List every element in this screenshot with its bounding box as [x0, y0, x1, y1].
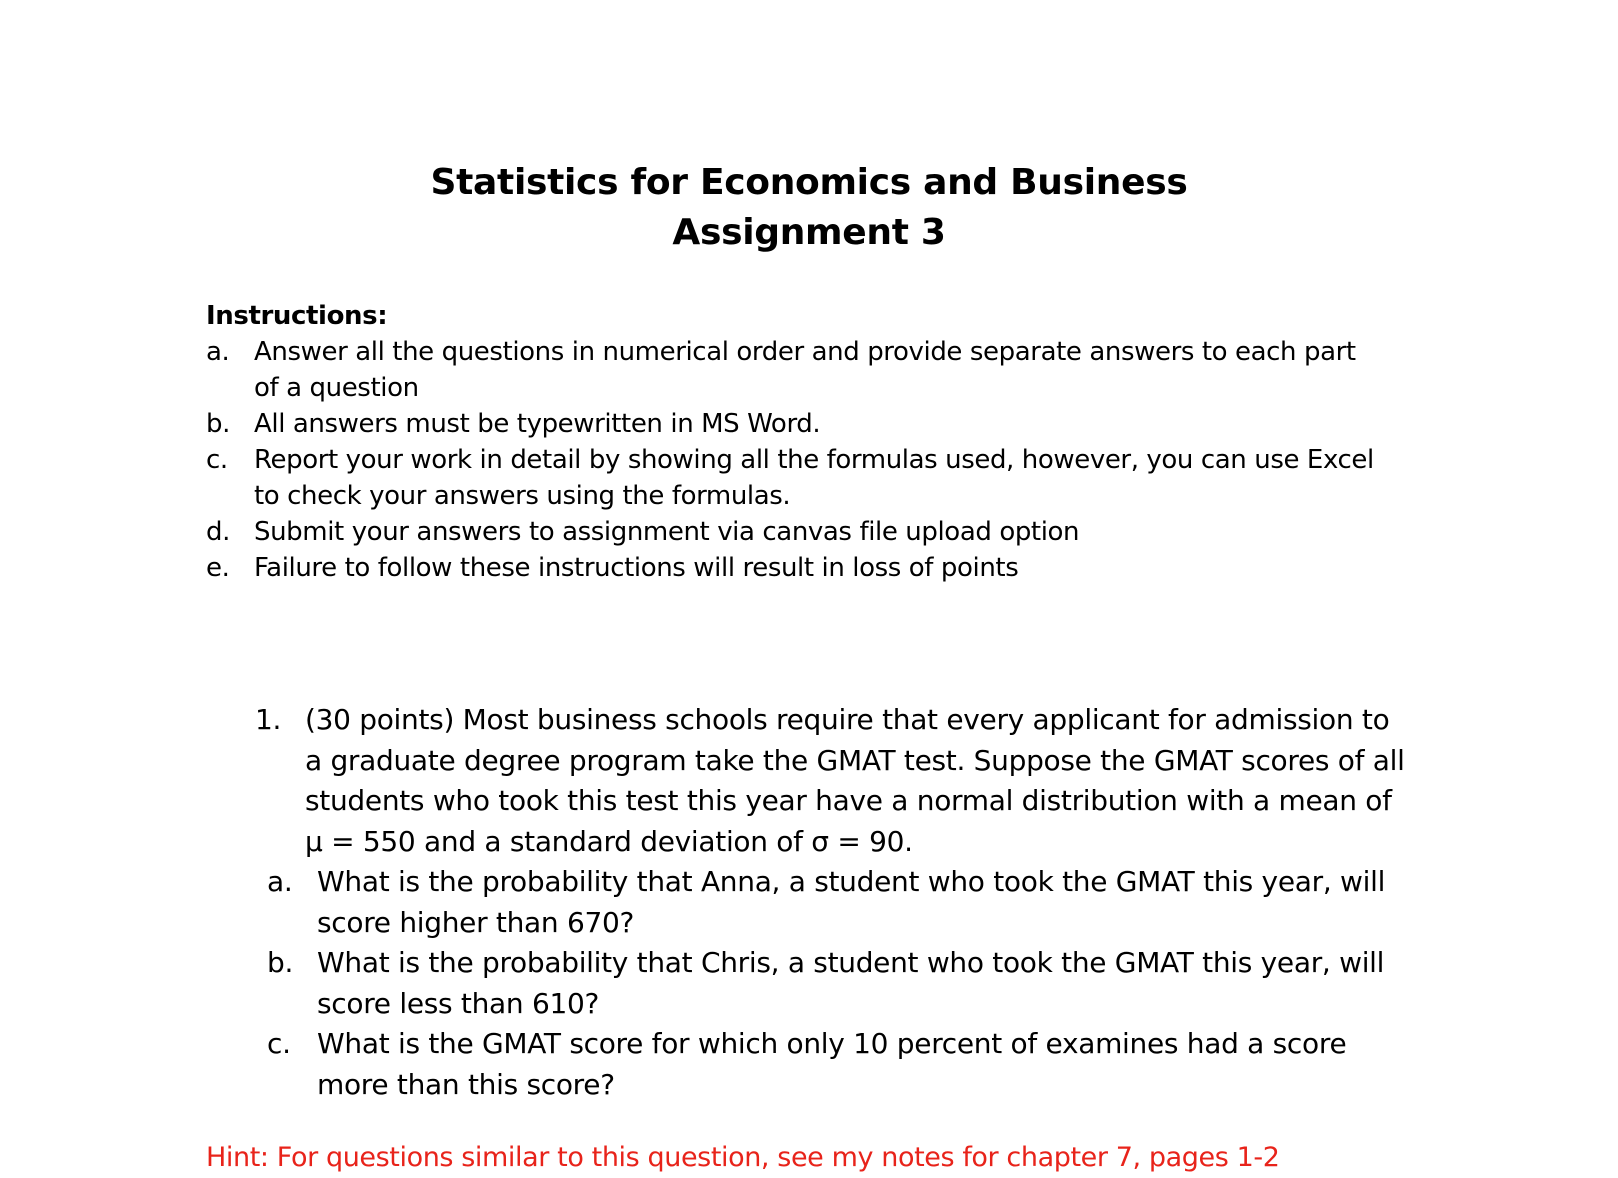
instruction-item: [206, 442, 1376, 514]
question-part-b: [267, 943, 1405, 1024]
instruction-marker: b.: [206, 409, 230, 439]
hint-text: Hint: For questions similar to this question, see my notes for chapter 7, pages 1-2: [206, 1142, 1280, 1173]
question-part-text: What is the GMAT score for which only 10 percent of examines had a score more than this score?: [317, 1027, 1347, 1101]
assignment-title: Assignment 3: [672, 212, 946, 253]
question-1: [255, 700, 1405, 1105]
instruction-text: Answer all the questions in numerical order and provide separate answers to each part of a question: [254, 337, 1356, 403]
instruction-item: [206, 550, 1376, 586]
instruction-item: [206, 334, 1376, 406]
instruction-marker: a.: [206, 337, 230, 367]
question-stem: [255, 700, 1405, 862]
instruction-marker: d.: [206, 517, 230, 547]
question-part-c: [267, 1024, 1405, 1105]
question-text: (30 points) Most business schools require that every applicant for admission to a graduate degree program take the GMAT test. Suppose the GMAT scores of all students who took this test this year have a normal distribution with a mean of μ = 550 and a standard deviation of σ = 90.: [305, 703, 1405, 858]
instruction-text: Report your work in detail by showing all the formulas used, however, you can use Excel to check your answers using the formulas.: [254, 445, 1374, 511]
question-part-a: [267, 862, 1405, 943]
question-part-marker: b.: [267, 946, 294, 979]
instruction-marker: c.: [206, 445, 228, 475]
instruction-text: Submit your answers to assignment via canvas file upload option: [254, 517, 1080, 547]
instruction-text: Failure to follow these instructions will result in loss of points: [254, 553, 1019, 583]
question-part-marker: c.: [267, 1027, 291, 1060]
instructions-heading: Instructions:: [206, 301, 388, 331]
course-title: Statistics for Economics and Business: [430, 162, 1188, 203]
instruction-item: [206, 406, 1376, 442]
question-part-text: What is the probability that Chris, a student who took the GMAT this year, will score less than 610?: [317, 946, 1385, 1020]
question-part-marker: a.: [267, 865, 293, 898]
instruction-text: All answers must be typewritten in MS Word.: [254, 409, 821, 439]
document-title: [0, 158, 1618, 258]
instruction-marker: e.: [206, 553, 230, 583]
question-part-text: What is the probability that Anna, a student who took the GMAT this year, will score higher than 670?: [317, 865, 1386, 939]
instructions-section: [206, 298, 1376, 586]
instruction-item: [206, 514, 1376, 550]
question-number: 1.: [255, 703, 282, 736]
